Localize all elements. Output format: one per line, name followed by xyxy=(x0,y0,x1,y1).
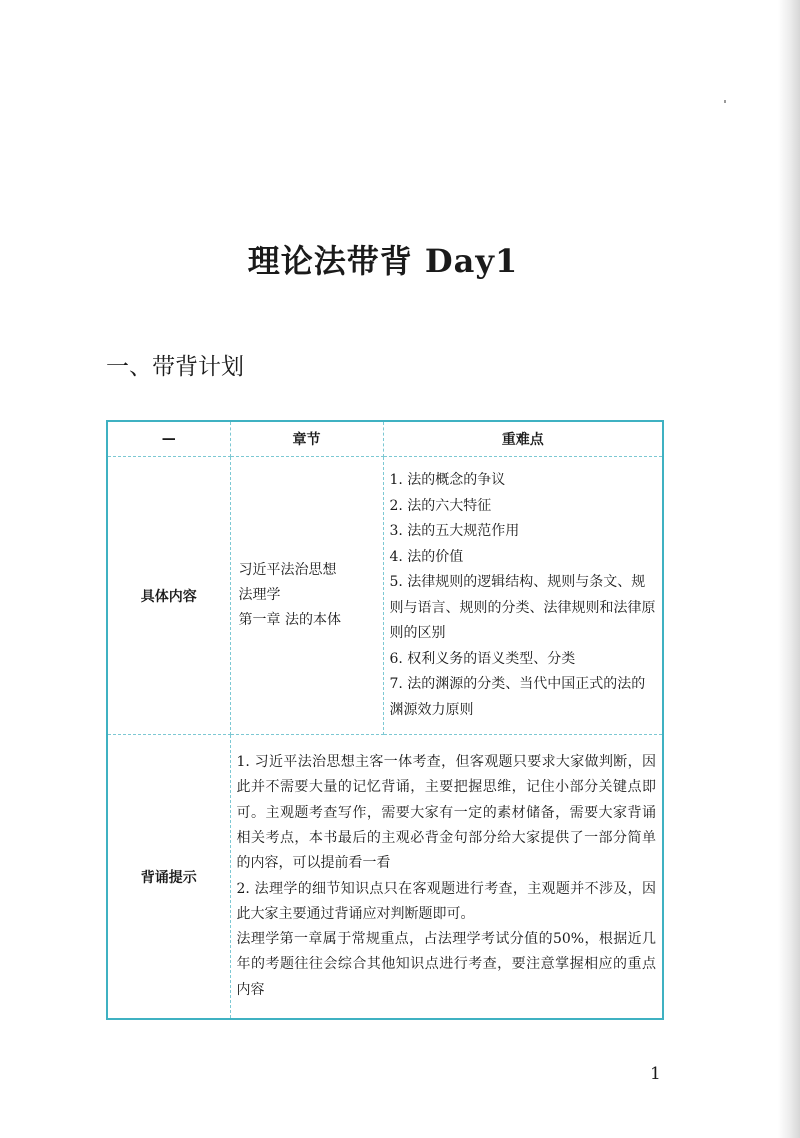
tip-paragraph: 2. 法理学的细节知识点只在客观题进行考查，主观题并不涉及，因此大家主要通过背诵应对判断题即可。 xyxy=(236,880,656,922)
table-row-tips xyxy=(107,735,663,1020)
header-chapter: 章节 xyxy=(230,421,383,457)
study-plan-table xyxy=(106,420,664,1020)
key-point: 2. 法的六大特征 xyxy=(389,497,492,514)
scan-speck xyxy=(724,100,726,103)
chapter-cell xyxy=(230,457,383,735)
tip-paragraph: 1. 习近平法治思想主客一体考查，但客观题只要求大家做判断，因此并不需要大量的记忆背诵，主要把握思维，记住小部分关键点即可。主观题考查写作，需要大家有一定的素材储备，需要大家背诵相关考点，本书最后的主观必背金句部分给大家提供了一部分简单的内容，可以提前看一看 xyxy=(236,754,656,872)
chapter-line: 法理学 xyxy=(238,587,281,603)
row-label-content: 具体内容 xyxy=(107,457,230,735)
page-number: 1 xyxy=(650,1064,661,1084)
section-heading: 一、带背计划 xyxy=(106,354,244,380)
header-key-points: 重难点 xyxy=(383,421,663,457)
page-edge-shadow xyxy=(778,0,800,1138)
table-row-content xyxy=(107,457,663,735)
tips-cell xyxy=(230,735,663,1020)
page-title: 理论法带背 Day1 xyxy=(247,242,519,280)
chapter-line: 习近平法治思想 xyxy=(238,562,337,578)
chapter-line: 第一章 法的本体 xyxy=(238,612,341,628)
key-point: 1. 法的概念的争议 xyxy=(389,472,506,488)
key-point: 7. 法的渊源的分类、当代中国正式的法的渊源效力原则 xyxy=(389,676,646,718)
tip-paragraph: 法理学第一章属于常规重点，占法理学考试分值的50%，根据近几年的考题往往会综合其他知识点进行考查，要注意掌握相应的重点内容 xyxy=(236,931,656,998)
key-point: 5. 法律规则的逻辑结构、规则与条文、规则与语言、规则的分类、法律规则和法律原则的区别 xyxy=(389,574,656,641)
header-dash: — xyxy=(107,421,230,457)
key-points-cell xyxy=(383,457,663,735)
table-header-row xyxy=(107,421,663,457)
key-point: 4. 法的价值 xyxy=(389,548,464,565)
row-label-tips: 背诵提示 xyxy=(107,735,230,1020)
key-point: 6. 权利义务的语义类型、分类 xyxy=(389,650,576,667)
key-point: 3. 法的五大规范作用 xyxy=(389,523,520,539)
